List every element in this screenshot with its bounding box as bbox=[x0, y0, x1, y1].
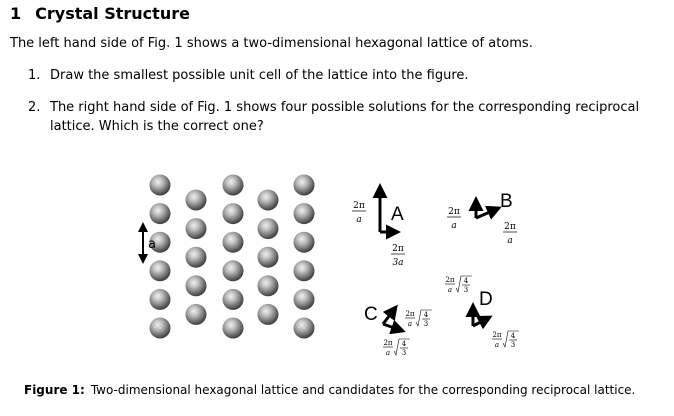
svg-text:2π: 2π bbox=[445, 276, 455, 284]
atom bbox=[186, 190, 207, 211]
svg-text:a: a bbox=[447, 286, 453, 294]
caption-text: Two-dimensional hexagonal lattice and candidates for the corresponding reciprocal lattice. bbox=[90, 383, 636, 397]
svg-text:4: 4 bbox=[423, 311, 429, 319]
svg-text:a: a bbox=[494, 341, 500, 349]
figure-caption bbox=[24, 383, 635, 397]
atom bbox=[258, 218, 279, 239]
candidate-d-label: D bbox=[479, 289, 493, 310]
frac-2pi-over-a bbox=[447, 207, 461, 231]
svg-text:a: a bbox=[507, 236, 513, 246]
atom bbox=[258, 247, 279, 268]
svg-text:3: 3 bbox=[463, 286, 469, 294]
atom bbox=[186, 304, 207, 325]
frac-2pi-over-a bbox=[352, 201, 366, 225]
svg-text:2π: 2π bbox=[448, 207, 460, 217]
frac-2pi-over-a-sqrt-4-3 bbox=[383, 339, 410, 357]
atom bbox=[294, 232, 315, 253]
atom bbox=[223, 203, 244, 224]
svg-text:a: a bbox=[356, 215, 362, 225]
candidate-c bbox=[364, 304, 432, 357]
frac-2pi-over-a-sqrt-4-3 bbox=[445, 276, 472, 294]
frac-2pi-over-a bbox=[503, 222, 517, 246]
atom bbox=[294, 260, 315, 281]
task-text-line-2: lattice. Which is the correct one? bbox=[50, 119, 264, 134]
svg-text:3a: 3a bbox=[392, 258, 404, 268]
atom bbox=[294, 175, 315, 196]
atom bbox=[258, 304, 279, 325]
atom bbox=[186, 218, 207, 239]
atom bbox=[150, 318, 171, 339]
frac-2pi-over-a-sqrt-4-3 bbox=[492, 331, 519, 349]
svg-text:4: 4 bbox=[401, 340, 407, 348]
svg-text:2π: 2π bbox=[504, 222, 516, 232]
atom bbox=[294, 203, 315, 224]
candidate-b-label: B bbox=[500, 191, 513, 212]
candidate-b bbox=[447, 191, 517, 246]
atom bbox=[223, 289, 244, 310]
task-text-line-1: The right hand side of Fig. 1 shows four possible solutions for the corresponding reciprocal bbox=[50, 100, 640, 115]
task-number: 1. bbox=[28, 68, 41, 83]
caption-label: Figure 1: bbox=[24, 383, 85, 397]
svg-text:4: 4 bbox=[463, 277, 469, 285]
atom bbox=[150, 260, 171, 281]
svg-text:a: a bbox=[385, 349, 391, 357]
candidate-a bbox=[352, 186, 405, 268]
frac-2pi-over-a-sqrt-4-3 bbox=[405, 310, 432, 328]
candidate-d bbox=[445, 276, 519, 349]
candidate-a-label: A bbox=[391, 204, 404, 225]
svg-text:2π: 2π bbox=[405, 310, 415, 318]
section-title: Crystal Structure bbox=[35, 4, 190, 23]
atom bbox=[258, 275, 279, 296]
atom bbox=[150, 289, 171, 310]
atom bbox=[294, 318, 315, 339]
svg-text:2π: 2π bbox=[353, 201, 365, 211]
svg-text:2π: 2π bbox=[492, 331, 502, 339]
atom bbox=[223, 318, 244, 339]
atom bbox=[150, 203, 171, 224]
svg-text:4: 4 bbox=[510, 332, 516, 340]
atom bbox=[186, 247, 207, 268]
atom bbox=[223, 175, 244, 196]
svg-text:2π: 2π bbox=[383, 339, 393, 347]
atom bbox=[186, 275, 207, 296]
hexagonal-lattice bbox=[150, 175, 315, 339]
task-number: 2. bbox=[28, 100, 41, 115]
atom bbox=[150, 175, 171, 196]
svg-text:a: a bbox=[407, 320, 413, 328]
svg-text:3: 3 bbox=[423, 320, 429, 328]
svg-text:2π: 2π bbox=[392, 244, 404, 254]
atom bbox=[258, 190, 279, 211]
atom bbox=[223, 232, 244, 253]
lattice-constant-label: a bbox=[148, 237, 156, 252]
atom bbox=[294, 289, 315, 310]
frac-2pi-over-3a bbox=[391, 244, 405, 268]
svg-text:3: 3 bbox=[510, 341, 516, 349]
svg-text:a: a bbox=[451, 221, 457, 231]
svg-text:3: 3 bbox=[401, 349, 407, 357]
intro-paragraph: The left hand side of Fig. 1 shows a two-dimensional hexagonal lattice of atoms. bbox=[10, 36, 533, 51]
candidate-c-label: C bbox=[364, 304, 378, 325]
task-text: Draw the smallest possible unit cell of the lattice into the figure. bbox=[50, 68, 469, 83]
lattice-constant-marker bbox=[143, 224, 156, 262]
section-number: 1 bbox=[10, 4, 22, 23]
atom bbox=[223, 260, 244, 281]
